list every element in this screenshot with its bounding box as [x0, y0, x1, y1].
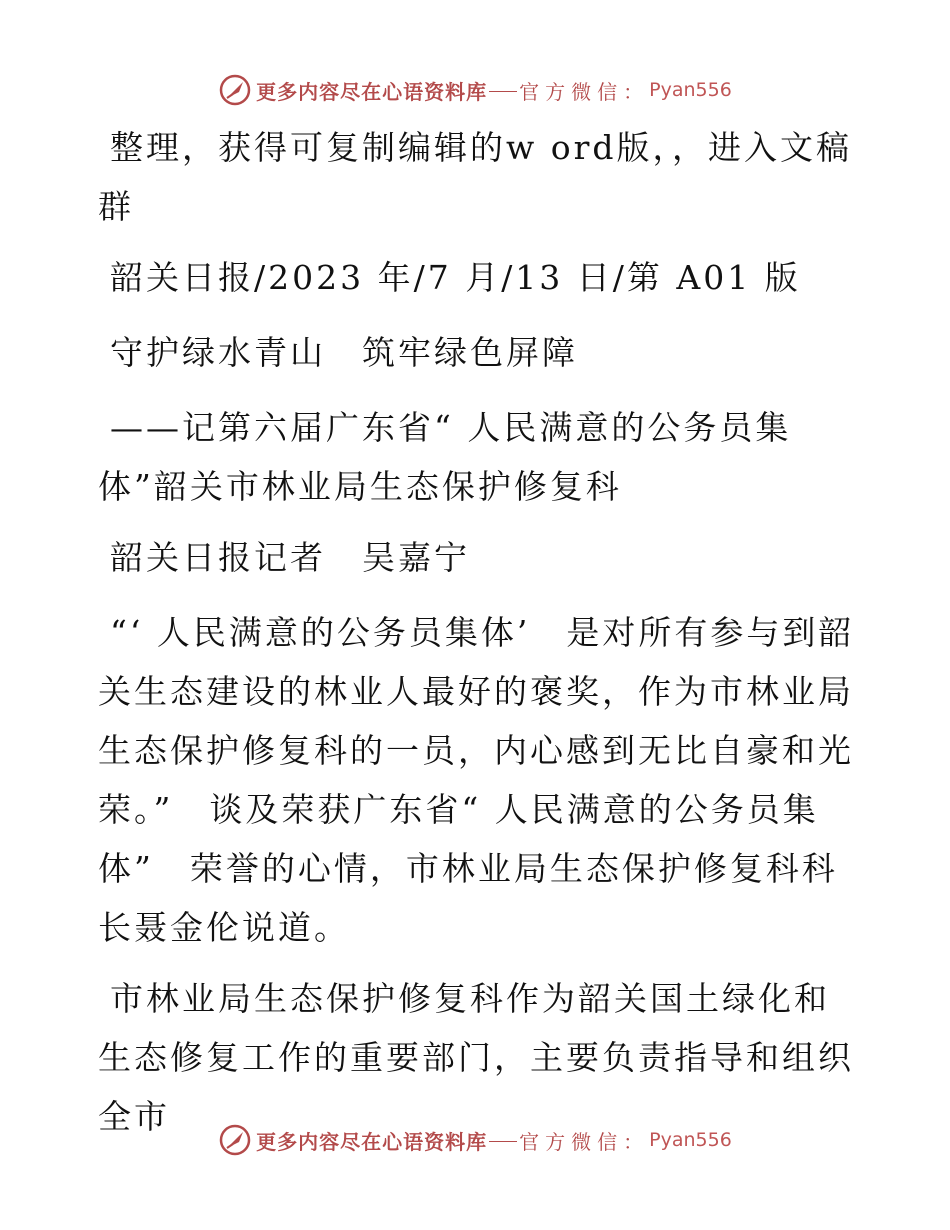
intro-note-paragraph: 整理，获得可复制编辑的w ord版，，进入文稿群 [98, 128, 853, 226]
header-watermark-banner [0, 70, 950, 110]
article-body [98, 118, 858, 1158]
body-paragraph-2: 市林业局生态保护修复科作为韶关国土绿化和生态修复工作的重要部门，主要负责指导和组织全市 [98, 979, 854, 1136]
footer-watermark-banner [0, 1120, 950, 1160]
byline: 韶关日报记者 吴嘉宁 [110, 538, 470, 577]
banner-label-text: 官方微信： [519, 1129, 650, 1154]
body-paragraph-1: “‘ 人民满意的公务员集体’ 是对所有参与到韶关生态建设的林业人最好的褒奖，作为市林业局生态保护修复科的一员，内心感到无比自豪和光荣。” 谈及荣获广东省“ 人民满意的公务员集体” 荣誉的心情，市林业局生态保护修复科科长聂金伦说道。 [98, 613, 855, 947]
banner-wechat-handle: Pyan556 [649, 1129, 732, 1151]
source-line: 韶关日报/2023 年/7 月/13 日/第 A01 版 [110, 258, 801, 297]
banner-label-text: 官方微信： [519, 79, 650, 104]
article-subtitle: ——记第六届广东省“ 人民满意的公务员集体”韶关市林业局生态保护修复科 [98, 408, 792, 506]
banner-wechat-handle: Pyan556 [649, 79, 732, 101]
banner-brand-text: 更多内容尽在心语资料库 [256, 79, 488, 104]
banner-dash-divider [489, 91, 517, 92]
banner-brand-text: 更多内容尽在心语资料库 [256, 1129, 488, 1154]
quill-logo-icon [218, 1123, 252, 1157]
banner-dash-divider [489, 1141, 517, 1142]
quill-logo-icon [218, 73, 252, 107]
article-title: 守护绿水青山 筑牢绿色屏障 [110, 333, 578, 372]
